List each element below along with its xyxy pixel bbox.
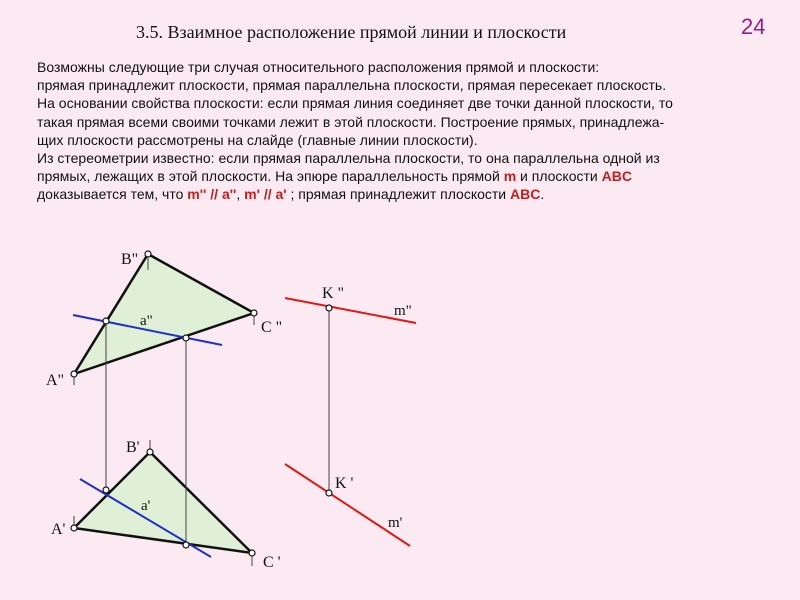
highlight-abc: ABC (510, 186, 541, 203)
point-c2 (251, 310, 257, 316)
point-k2 (326, 305, 332, 311)
label-b2: B" (121, 251, 139, 268)
text-line: Из стереометрии известно: если прямая параллельна плоскости, то она параллельна одной из (37, 150, 660, 167)
label-c2: C " (261, 319, 283, 336)
point-k1 (326, 490, 332, 496)
triangle-frontal (74, 254, 254, 374)
highlight-m2-a2: m'' // a'' (187, 186, 237, 203)
text-fragment: прямых, лежащих в этой плоскости. На эпюре параллельность прямой (37, 168, 504, 185)
label-a-line-horizontal: a' (141, 498, 151, 514)
point-a-line-2-frontal (183, 335, 189, 341)
label-k1: K ' (335, 475, 354, 492)
point-a-line-2-horizontal (183, 542, 189, 548)
highlight-abc: ABC (601, 168, 632, 185)
text-fragment: . (540, 186, 545, 203)
label-a1: A' (51, 521, 66, 538)
label-k2: K " (322, 285, 345, 302)
point-a2 (71, 371, 77, 377)
label-m2: m" (394, 303, 412, 319)
point-b1 (147, 449, 153, 455)
highlight-m1-a1: m' // a' (244, 186, 287, 203)
text-fragment: , (236, 186, 245, 203)
text-line: прямая принадлежит плоскости, прямая параллельна плоскости, прямая пересекает плоскость. (37, 77, 667, 94)
slide-title: 3.5. Взаимное расположение прямой линии и плоскости (136, 22, 567, 42)
point-a-line-1-horizontal (103, 487, 109, 493)
triangle-horizontal (74, 452, 252, 553)
point-a-line-1-frontal (103, 318, 109, 324)
text-fragment: ; прямая принадлежит плоскости (286, 186, 511, 203)
point-c1 (249, 550, 255, 556)
label-m1: m' (388, 515, 403, 531)
text-line: такая прямая всеми своими точками лежит в этой плоскости. Построение прямых, принадлежа- (37, 113, 665, 130)
highlight-m: m (503, 168, 517, 185)
slide-number: 24 (741, 14, 766, 39)
text-fragment: доказывается тем, что (37, 186, 188, 203)
label-a-line-frontal: a" (140, 313, 153, 329)
text-line: Возможны следующие три случая относительного расположения прямой и плоскости: (37, 59, 600, 75)
text-line: На основании свойства плоскости: если прямая линия соединяет две точки данной плоскости, то (37, 95, 673, 112)
point-a1 (71, 525, 77, 531)
label-c1: C ' (263, 554, 281, 571)
text-line: щих плоскости рассмотрены на слайде (главные линии плоскости). (37, 131, 478, 148)
label-b1: B' (126, 439, 140, 456)
point-b2 (145, 251, 151, 257)
text-fragment: и плоскости (516, 168, 602, 185)
label-a2: A" (46, 372, 65, 389)
